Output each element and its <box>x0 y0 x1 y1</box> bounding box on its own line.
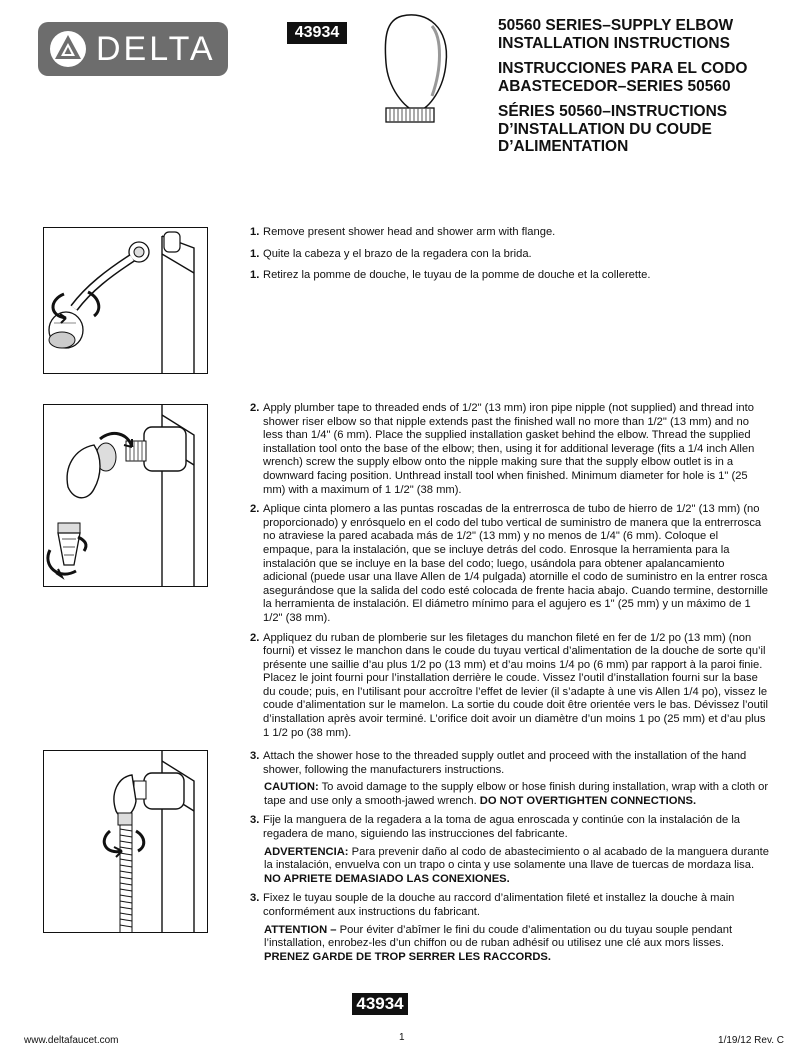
step-3-english: 3. Attach the shower hose to the threaded supply outlet and proceed with the installation of the hand shower, following the manufacturers instructions. CAUTION: To avoid damage to the supply elbow or hose finish during installation, wrap with a cloth or tape and use only a smooth-jawed wrench. DO NOT OVERTIGHTEN CONNECTIONS. <box>250 750 769 807</box>
step-2-english: 2. Apply plumber tape to threaded ends of 1/2" (13 mm) iron pipe nipple (not supplied) and thread into shower riser elbow so that nipple extends past the finished wall no more than 1/2" (13 mm) and no less than 1/4" (6 mm). Place the supplied installation gasket behind the elbow. Thread the supplied installation tool onto the base of the elbow; then, using it for additional leverage (fits a 1/4 inch Allen wrench) screw the supply elbow onto the nipple making sure that the supply elbow outlet is in a downward facing position. Unthread install tool when finished. Minimum diameter for hole is 1" (25 mm) with a maximum of 1 1/2" (38 mm). <box>250 402 755 496</box>
footer-page-number: 1 <box>399 1032 405 1043</box>
step-2-text <box>250 402 770 746</box>
step-2-french: 2. Appliquez du ruban de plomberie sur les filetages du manchon fileté en fer de 1/2 po (13 mm) (non fourni) et vissez le manchon dans le coude du tuyau vertical d’alimentation de la douche de sorte qu’il présente une saillie d’au plus 1/2 po (13 mm) et d’au moins 1/4 po (6 mm) par rapport à la paroi finie. Placez le joint fourni pour l’installation derrière le coude. Vissez l’outil d’installation fourni sur la base du coude; puis, en l’utilisant pour accroître l’effet de levier (il s’adapte à une vis Allen 1/4 po), vissez le coude d’alimentation sur le mamelon. La sortie du coude doit être orientée vers le bas. Dévissez l’outil d’installation après avoir terminé. L’orifice doit avoir un diamètre d’un moins 1 po (25 mm) et d’au plus 1 1/2 po (38 mm). <box>250 631 768 739</box>
figure-step-3 <box>43 750 208 933</box>
step-3-french: 3. Fixez le tuyau souple de la douche au raccord d’alimentation fileté et installez la douche à main conformément aux instructions du fabricant. ATTENTION – Pour éviter d’abîmer le fini du coude d’alimentation ou du tuyau souple pendant l’installation, enrobez-les d’un chiffon ou de ruban adhésif ou utilisez une clé aux mors lisses. PRENEZ GARDE DE TROP SERRER LES RACCORDS. <box>250 892 770 964</box>
step-3-spanish: 3. Fije la manguera de la regadera a la toma de agua enroscada y continúe con la instalación de la regadera de mano, siguiendo las instrucciones del fabricante. ADVERTENCIA: Para prevenir daño al codo de abastecimiento o al acabado de la manguera durante la instalación, envuelva con un trapo o cinta y use solamente una llave de tuercas de mordaza lisa. NO APRIETE DEMASIADO LAS CONEXIONES. <box>250 814 769 885</box>
step-1-english: 1. Remove present shower head and shower arm with flange. <box>250 226 556 238</box>
figure-step-1 <box>43 227 208 374</box>
brand-name: DELTA <box>96 30 216 68</box>
caution-english: CAUTION: To avoid damage to the supply elbow or hose finish during installation, wrap with a cloth or tape and use only a smooth-jawed wrench. DO NOT OVERTIGHTEN CONNECTIONS. <box>264 781 769 807</box>
caution-spanish: ADVERTENCIA: Para prevenir daño al codo de abastecimiento o al acabado de la manguera durante la instalación, envuelva con un trapo o cinta y use solamente una llave de tuercas de mordaza lisa. NO APRIETE DEMASIADO LAS CONEXIONES. <box>264 845 769 885</box>
part-number-badge: 43934 <box>287 22 347 44</box>
step-1-text <box>250 226 770 291</box>
document-titles <box>498 17 798 164</box>
step-1-spanish: 1. Quite la cabeza y el brazo de la regadera con la brida. <box>250 247 532 260</box>
step-2-spanish: 2. Aplique cinta plomero a las puntas roscadas de la entrerrosca de tubo de hierro de 1/2" (13 mm) (no proporcionado) y enrósquelo en el codo del tubo vertical de suministro de manera que la entrerrosca no atraviese la pared acabada más de 1/2" (13 mm) y no menos de 1/4" (6 mm). Coloque el empaque, para la instalación, que se incluye detrás del codo. Enrosque la herramienta para la instalación que se incluye en la base del codo; luego, usándola para obtener apalancamiento adicional (puede usar una llave Allen de 1/4 pulgada) atornille el codo de suministro en la entrer rosca asegurándose que la salida del codo esté colocada de frente hacia abajo. Cuando termine, destornille la herramienta de instalación. El diámetro mínimo para el agujero es 1" (25 mm) y un máximo de 1 1/2" (38 mm). <box>250 503 769 624</box>
part-number-badge-bottom: 43934 <box>352 993 408 1015</box>
delta-triangle-icon <box>46 29 90 69</box>
figure-step-2 <box>43 404 208 587</box>
delta-logo <box>38 22 228 76</box>
footer-date-revision: 1/19/12 Rev. C <box>718 1035 784 1046</box>
title-french: SÉRIES 50560–INSTRUCTIONS D’INSTALLATION DU COUDE D’ALIMENTATION <box>498 103 728 155</box>
supply-elbow-illustration <box>372 8 462 128</box>
title-english: 50560 SERIES–SUPPLY ELBOW INSTALLATION INSTRUCTIONS <box>498 17 734 52</box>
step-3-text <box>250 750 770 970</box>
footer-website: www.deltafaucet.com <box>24 1035 119 1046</box>
caution-french: ATTENTION – Pour éviter d’abîmer le fini du coude d’alimentation ou du tuyau souple pendant l’installation, enrobez-les d’un chiffon ou de ruban adhésif ou utilisez une clé aux mors lisses. PRENEZ GARDE DE TROP SERRER LES RACCORDS. <box>264 923 733 963</box>
title-spanish: INSTRUCCIONES PARA EL CODO ABASTECEDOR–SERIES 50560 <box>498 60 748 95</box>
step-1-french: 1. Retirez la pomme de douche, le tuyau de la pomme de douche et la collerette. <box>250 269 651 282</box>
